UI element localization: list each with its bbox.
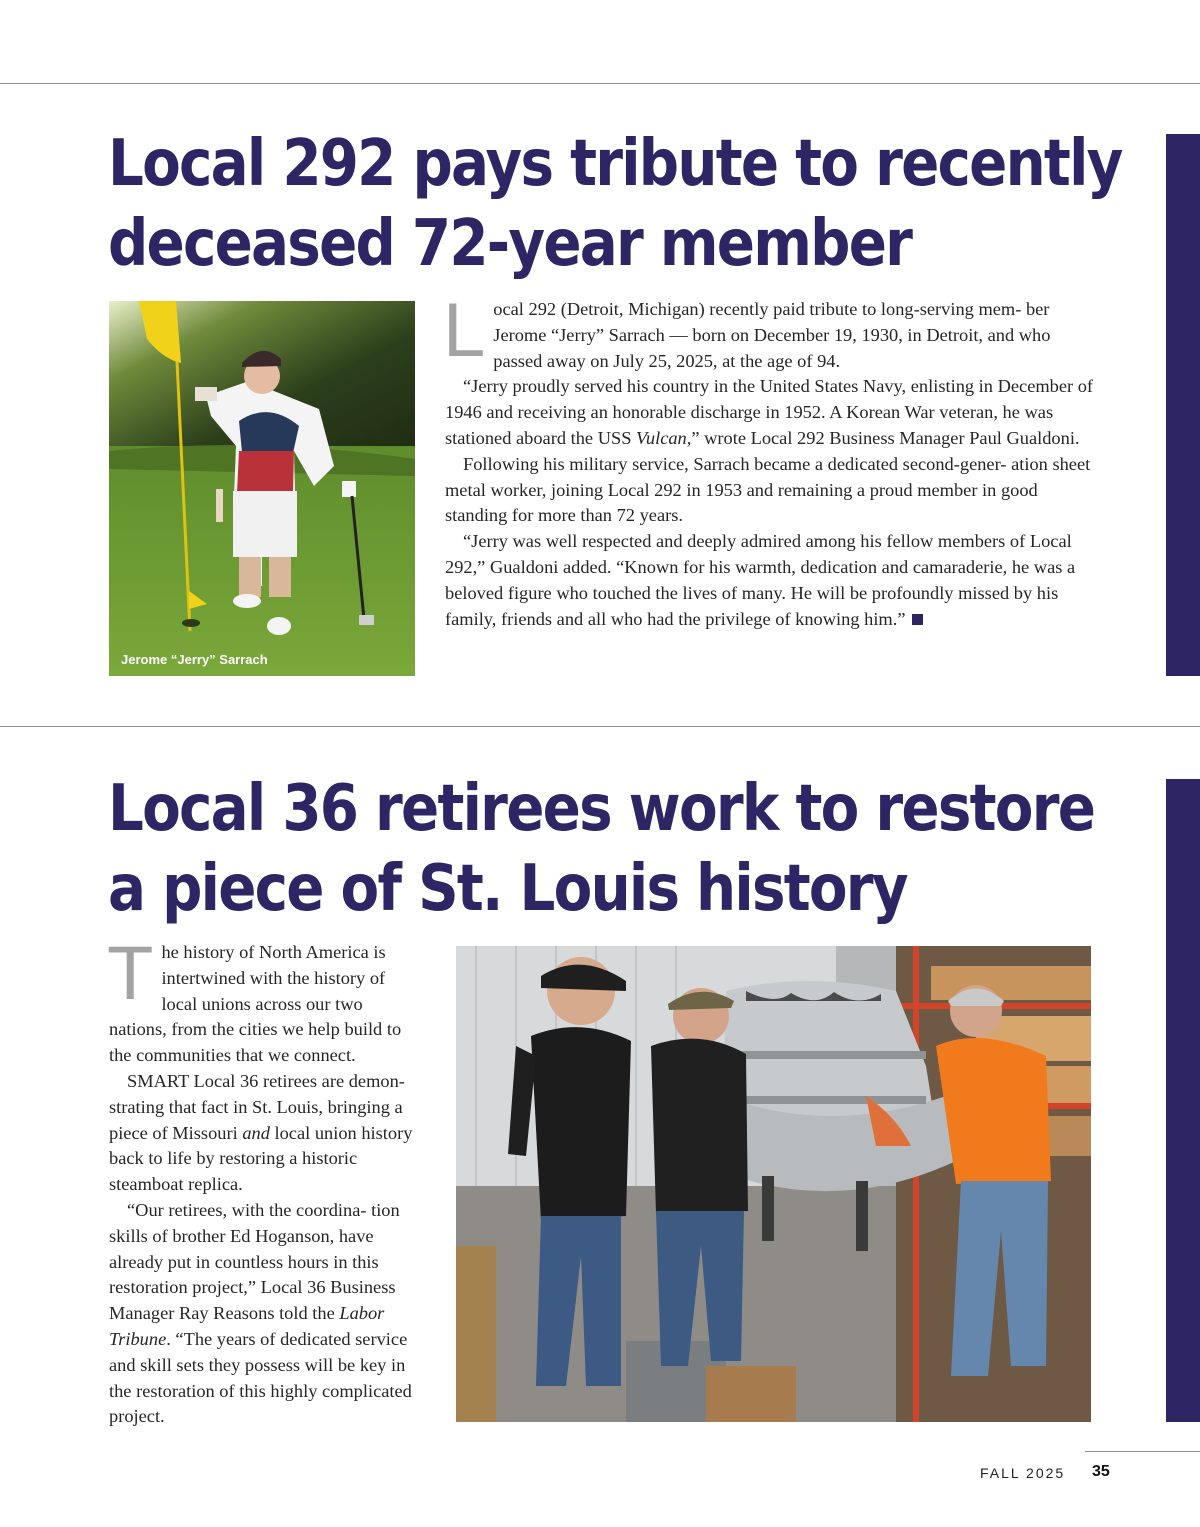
article1-p1-text: ocal 292 (Detroit, Michigan) recently paid tribute to long-serving mem- ber Jerome “Jerry” Sarrach — born on December 19, 1930, in Detroit, and who passed away on July 25, 2025, at the age of 94.	[493, 299, 1051, 371]
article1-paragraph-1	[443, 288, 1095, 374]
sarrach-golf-photo	[109, 301, 415, 676]
issue-label: FALL 2025	[980, 1465, 1066, 1481]
golf-photo-illustration	[109, 301, 415, 676]
footer-rule	[1085, 1451, 1200, 1452]
article1-dropcap: L	[443, 288, 486, 373]
article1-paragraph-2	[445, 374, 1095, 451]
workshop-photo-illustration	[456, 946, 1091, 1422]
article1-paragraph-4	[445, 529, 1095, 632]
article2-p2-text-a: SMART Local 36 retirees are demon- strating that fact in St. Louis, bringing a piece of Missouri	[109, 1070, 405, 1143]
article2-dropcap: T	[107, 931, 154, 1016]
article1-headline	[108, 124, 1122, 284]
end-of-article-icon	[912, 614, 923, 625]
article2-p1-text: he history of North America is intertwined with the history of local unions across our two nations, from the cities we help build to the communities that we connect.	[109, 942, 402, 1066]
article2-paragraph-2	[109, 1069, 421, 1198]
article2-headline-line1: Local 36 retirees work to restore	[108, 772, 1095, 846]
labor-tribune-title: Labor Tribune	[109, 1303, 385, 1349]
article1-ship-name: Vulcan	[636, 427, 687, 448]
article1-headline-line1: Local 292 pays tribute to recently	[108, 127, 1122, 201]
article2-p2-emphasis: and	[242, 1122, 270, 1143]
article2-p3-text-a: “Our retirees, with the coordina- tion skills of brother Ed Hoganson, have already put in countless hours in this restoration project,” Local 36 Business Manager Ray Reasons told the	[109, 1199, 400, 1324]
page-number: 35	[1092, 1463, 1110, 1480]
article2-paragraph-3	[109, 1198, 421, 1430]
side-accent-bar-top	[1166, 134, 1200, 676]
article1-paragraph-3: Following his military service, Sarrach became a dedicated second-gener- ation sheet metal worker, joining Local 292 in 1953 and remaining a proud member in good standing for more than 72 years.	[445, 453, 1091, 526]
section-divider-rule	[0, 726, 1200, 727]
article1-p2-text-b: ,” wrote Local 292 Business Manager Paul Gualdoni.	[686, 427, 1080, 448]
article2-p2-text-b: local union history back to life by restoring a historic steamboat replica.	[109, 1122, 413, 1195]
article1-p2-text-a: “Jerry proudly served his country in the United States Navy, enlisting in December of 1946 and receiving an honorable discharge in 1952. A Korean War veteran, he was stationed aboard the USS	[445, 376, 1094, 448]
article1-p4-text: “Jerry was well respected and deeply admired among his fellow members of Local 292,” Gualdoni added. “Known for his warmth, dedication and camaraderie, he was a beloved figure who touched the lives of many. He will be profoundly missed by his family, friends and all who had the privilege of knowing him.”	[445, 531, 1076, 629]
article2-paragraph-1	[107, 931, 421, 1069]
side-accent-bar-bottom	[1166, 779, 1200, 1422]
photo-caption: Jerome “Jerry” Sarrach	[121, 652, 268, 667]
article2-body	[107, 931, 421, 1430]
article1-headline-line2: deceased 72-year member	[108, 207, 912, 281]
article1-body	[443, 288, 1095, 632]
article2-headline	[108, 769, 1094, 929]
top-rule	[0, 83, 1200, 84]
article2-p3-text-b: . “The years of dedicated service and skill sets they possess will be key in the restoration of this highly complicated project.	[109, 1328, 412, 1427]
article2-headline-line2: a piece of St. Louis history	[108, 852, 907, 926]
steamboat-restoration-photo	[456, 946, 1091, 1422]
